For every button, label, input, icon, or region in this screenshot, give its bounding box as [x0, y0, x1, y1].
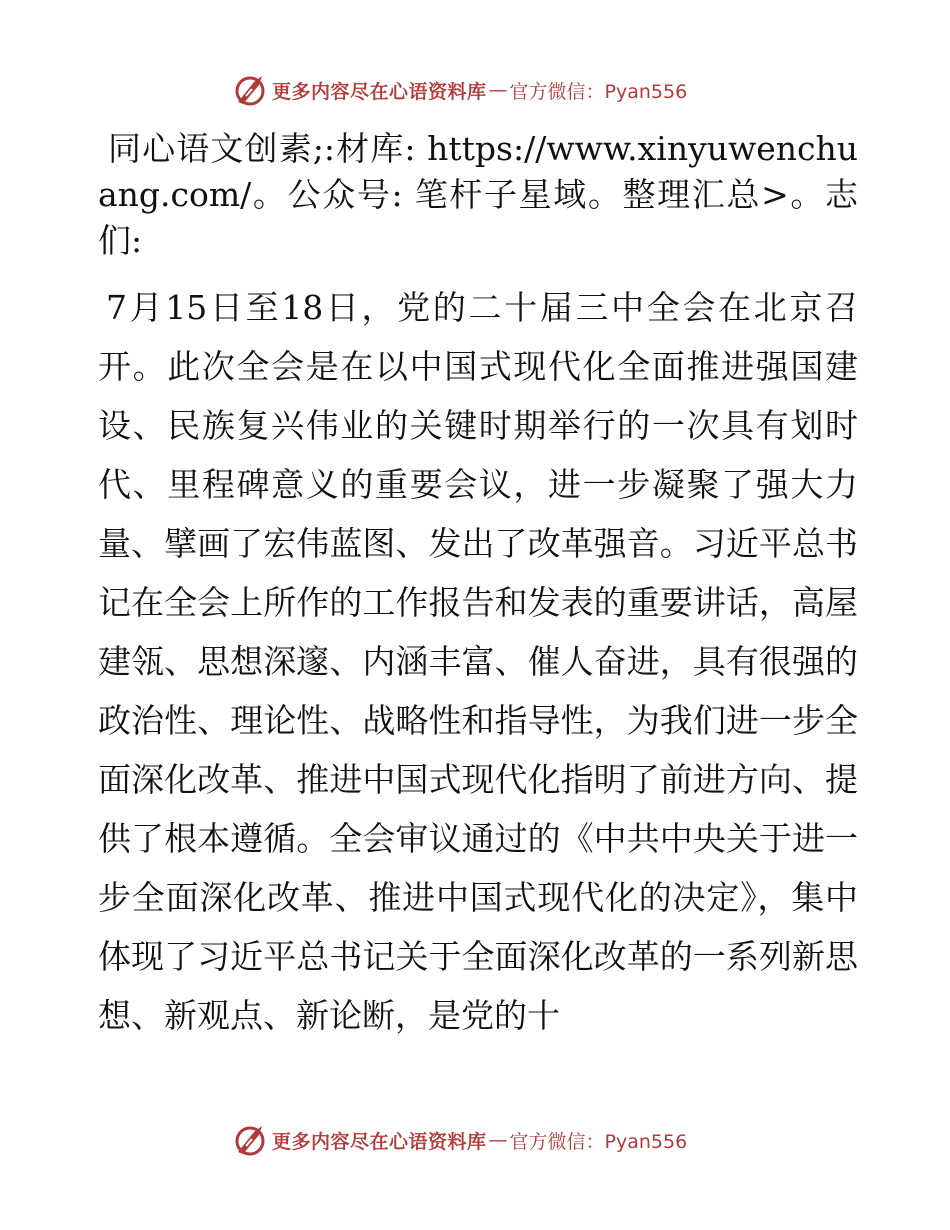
header-banner — [232, 72, 687, 108]
footer-banner — [232, 1122, 687, 1158]
footer-brand-text: 更多内容尽在心语资料库 — [272, 1130, 487, 1153]
main-paragraph: 7月15日至18日，党的二十届三中全会在北京召开。此次全会是在以中国式现代化全面推进强国建设、民族复兴伟业的关键时期举行的一次具有划时代、里程碑意义的重要会议，进一步凝聚了强大力量、擘画了宏伟蓝图、发出了改革强音。习近平总书记在全会上所作的工作报告和发表的重要讲话，高屋建瓴、思想深邃、内涵丰富、催人奋进，具有很强的政治性、理论性、战略性和指导性，为我们进一步全面深化改革、推进中国式现代化指明了前进方向、提供了根本遵循。全会审议通过的《中共中央关于进一步全面深化改革、推进中国式现代化的决定》，集中体现了习近平总书记关于全面深化改革的一系列新思想、新观点、新论断，是党的十 — [98, 288, 858, 1035]
header-wechat-text: 官方微信：Pyan556 — [509, 80, 688, 103]
footer-separator: — — [488, 1129, 508, 1151]
intro-paragraph: 同心语文创素;:材库: https://www.xinyuwenchuang.com/。公众号: 笔杆子星域。整理汇总>。志们: — [98, 129, 858, 260]
footer-wechat-text: 官方微信：Pyan556 — [509, 1130, 688, 1153]
header-brand-text: 更多内容尽在心语资料库 — [272, 80, 487, 103]
pen-nib-logo-icon — [232, 72, 268, 108]
pen-nib-logo-icon — [232, 1122, 268, 1158]
document-body — [98, 126, 858, 1045]
header-separator: — — [488, 79, 508, 101]
